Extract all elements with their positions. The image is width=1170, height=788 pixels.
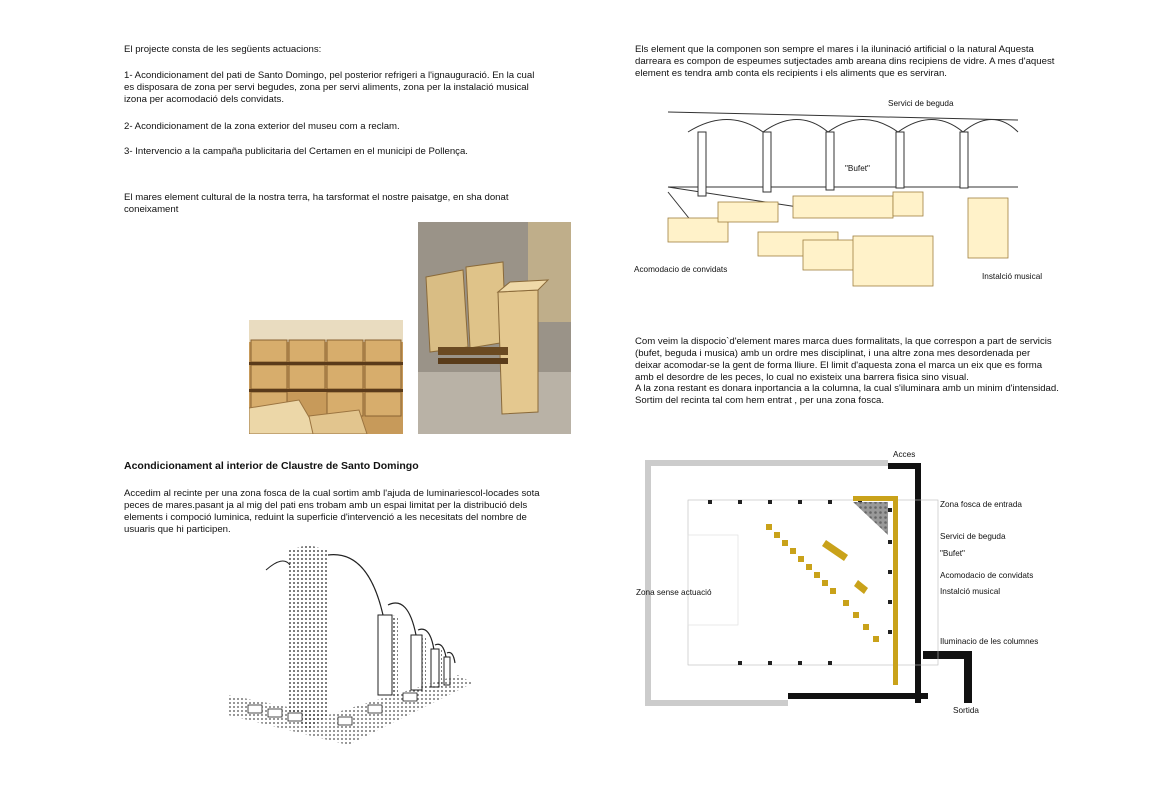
plan-label-sense: Zona sense actuació bbox=[636, 588, 712, 597]
arcade-perspective-drawing bbox=[228, 545, 478, 745]
section-heading: Acondicionament al interior de Claustre de Santo Domingo bbox=[124, 460, 419, 472]
intro-text: El projecte consta de les següents actuacions: bbox=[124, 44, 322, 55]
right-paragraph-1: Els element que la componen son sempre el mares i la iluninació artificial o la natural Aquesta darreara es compon de espeumes sutjectades amb areana dins recipiens de vidre. A mes d'aquest element es tendra amb conta els recipients i els aliments que es serviran. bbox=[635, 44, 1055, 79]
floor-plan-drawing bbox=[648, 460, 978, 710]
plan-label-servei: Servici de beguda bbox=[940, 532, 1006, 541]
plan-label-iluminacio: Iluminacio de les columnes bbox=[940, 637, 1039, 646]
persp-label-servei: Servici de beguda bbox=[888, 99, 954, 108]
plan-label-zona-fosca: Zona fosca de entrada bbox=[940, 500, 1022, 509]
stone-blocks-photo bbox=[418, 222, 571, 434]
plan-label-sortida: Sortida bbox=[953, 706, 979, 715]
plan-label-musical: Instalció musical bbox=[940, 587, 1001, 596]
right-paragraph-3: A la zona restant es donara inportancia a la columna, la cual s'iluminara amb un minim d'intensidad. Sortim del recinta tal com hem entrat , per una zona fosca. bbox=[635, 383, 1059, 406]
persp-label-acomodacio: Acomodacio de convidats bbox=[634, 265, 728, 274]
persp-label-bufet: "Bufet" bbox=[845, 164, 870, 173]
item-1-text: 1- Acondicionament del pati de Santo Domingo, pel posterior refrigeri a l'ignauguració. En la cual es disposara de zona per servi begudes, zona per servi aliments, zona per la instalació musical izona per acomodació dels convidats. bbox=[124, 70, 535, 105]
stone-pallets-photo bbox=[249, 320, 403, 434]
mares-text: El mares element cultural de la nostra terra, ha tarsformat el nostre paisatge, en sha donat coneixament bbox=[124, 192, 509, 215]
plan-label-acomodacio: Acomodacio de convidats bbox=[940, 571, 1034, 580]
section-body: Accedim al recinte per una zona fosca de la cual sortim amb l'ajuda de luminariescol-locades sota peces de mares.pasant ja al mig del pati ens trobam amb un espai limitat per la distribució dels elements i compoció luminica, reduint la superficie d'intervenció a les necesitats del nombre de usuaris que hi participen. bbox=[124, 488, 540, 535]
right-paragraph-2: Com veim la dispocio`d'element mares marca dues formalitats, la que correspon a part de servicis (bufet, beguda i musica) amb un ordre mes disciplinat, i una altre zona mes desordenada per deixar acomodar-se la gent de forma lliure. El limit d'aquesta zona el marca un eix que es forma amb el desordre de les peces, lo cual no existeix una barrera fisica sino visual. bbox=[635, 336, 1052, 383]
item-2-text: 2- Acondicionament de la zona exterior del museu com a reclam. bbox=[124, 121, 400, 132]
item-3-text: 3- Intervencio a la campaña publicitaria del Certamen en el municipi de Pollença. bbox=[124, 146, 468, 157]
plan-label-acces: Acces bbox=[893, 450, 916, 459]
plan-label-bufet: "Bufet" bbox=[940, 549, 965, 558]
persp-label-musical: Instalció musical bbox=[982, 272, 1043, 281]
